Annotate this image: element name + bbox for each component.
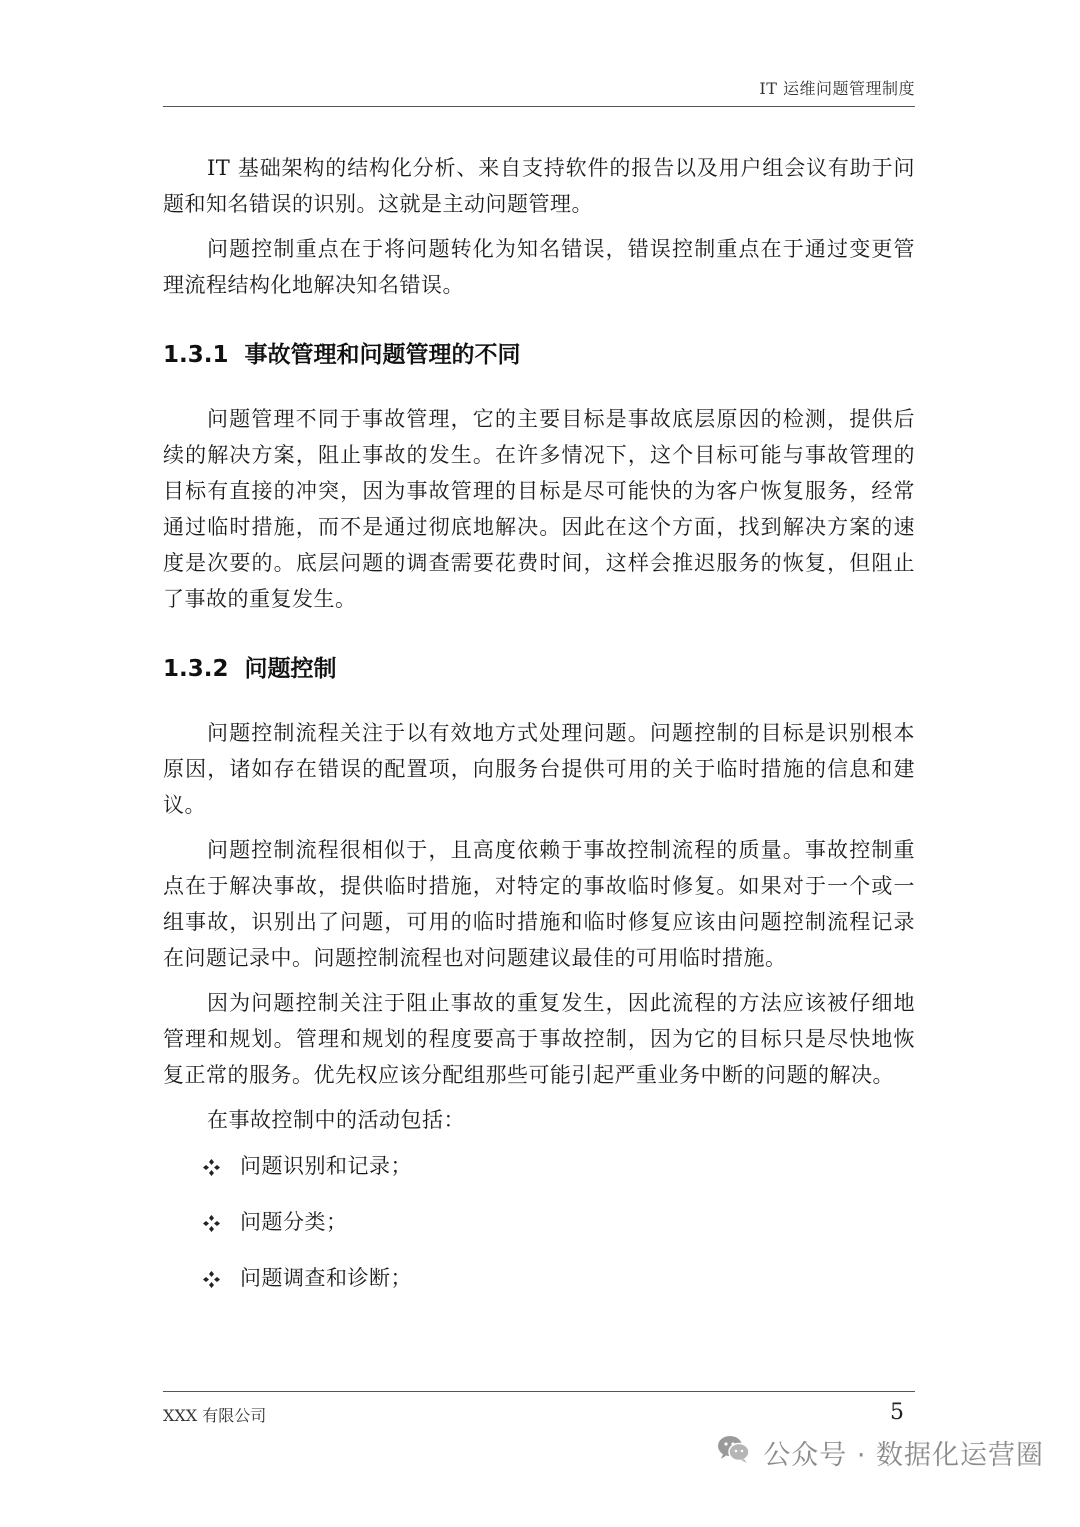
list-item-text: 问题调查和诊断； [240, 1266, 412, 1290]
diamond-bullet-icon [203, 1213, 220, 1230]
section-number: 1.3.1 [163, 342, 229, 368]
list-item [203, 1203, 915, 1239]
section-title: 事故管理和问题管理的不同 [244, 342, 521, 368]
bullet-list [163, 1147, 915, 1295]
list-item [203, 1259, 915, 1295]
diamond-bullet-icon [203, 1269, 220, 1286]
footer-company: XXX 有限公司 [163, 1406, 267, 1425]
watermark-text: 公众号 · 数据化运营圈 [763, 1440, 1044, 1471]
wechat-icon [717, 1434, 751, 1471]
footer-rule [163, 1391, 915, 1392]
header-title: IT 运维问题管理制度 [759, 79, 915, 98]
page-number: 5 [890, 1400, 904, 1425]
paragraph: 问题管理不同于事故管理，它的主要目标是事故底层原因的检测，提供后续的解决方案，阻止事故的发生。在许多情况下，这个目标可能与事故管理的目标有直接的冲突，因为事故管理的目标是尽可能快的为客户恢复服务，经常通过临时措施，而不是通过彻底地解决。因此在这个方面，找到解决方案的速度是次要的。底层问题的调查需要花费时间，这样会推迟服务的恢复，但阻止了事故的重复发生。 [163, 407, 915, 611]
paragraph: 因为问题控制关注于阻止事故的重复发生，因此流程的方法应该被仔细地管理和规划。管理和规划的程度要高于事故控制，因为它的目标只是尽快地恢复正常的服务。优先权应该分配组那些可能引起严重业务中断的问题的解决。 [163, 991, 915, 1087]
list-item-text: 问题分类； [240, 1210, 348, 1234]
paragraph: IT 基础架构的结构化分析、来自支持软件的报告以及用户组会议有助于问题和知名错误的识别。这就是主动问题管理。 [163, 156, 915, 216]
section-number: 1.3.2 [163, 656, 229, 682]
section-heading-1-3-2 [163, 651, 915, 687]
paragraph: 在事故控制中的活动包括： [207, 1108, 465, 1132]
page-content [163, 150, 915, 1315]
watermark [717, 1433, 1044, 1472]
diamond-bullet-icon [203, 1157, 220, 1174]
list-item-text: 问题识别和记录； [240, 1154, 412, 1178]
list-item [203, 1147, 915, 1183]
section-heading-1-3-1 [163, 337, 915, 373]
paragraph: 问题控制流程很相似于，且高度依赖于事故控制流程的质量。事故控制重点在于解决事故，提供临时措施，对特定的事故临时修复。如果对于一个或一组事故，识别出了问题，可用的临时措施和临时修复应该由问题控制流程记录在问题记录中。问题控制流程也对问题建议最佳的可用临时措施。 [163, 838, 915, 970]
paragraph: 问题控制重点在于将问题转化为知名错误，错误控制重点在于通过变更管理流程结构化地解决知名错误。 [163, 237, 915, 297]
paragraph: 问题控制流程关注于以有效地方式处理问题。问题控制的目标是识别根本原因，诸如存在错误的配置项，向服务台提供可用的关于临时措施的信息和建议。 [163, 721, 915, 817]
section-title: 问题控制 [244, 656, 337, 682]
header-rule [163, 106, 915, 107]
